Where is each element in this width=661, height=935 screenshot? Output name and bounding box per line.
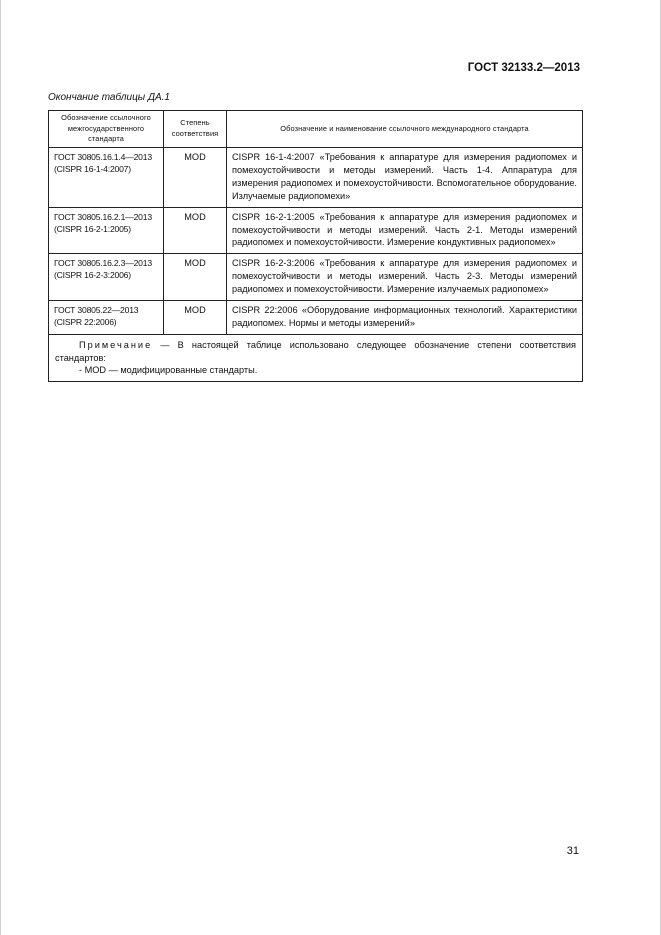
- international-standard-title: CISPR 16-2-3:2006 «Требования к аппаратуре для измерения радиопомех и помехоустойчивости и методы измерений. Часть 2-3. Методы измерений радиопомех и помехоустойчивости. Измерение излучаемых радиопомех»: [227, 254, 583, 301]
- table-row: [49, 300, 583, 334]
- table-note: [49, 334, 583, 382]
- note-text: — В настоящей таблице использовано следующее обозначение степени соответствия стандартов:: [55, 339, 576, 363]
- degree-of-correspondence: MOD: [164, 148, 227, 208]
- degree-of-correspondence: MOD: [164, 207, 227, 254]
- header-international-standard: Обозначение и наименование ссылочного международного стандарта: [227, 111, 583, 148]
- standard-code: ГОСТ 30805.16.2.3—2013 (CISPR 16-2-3:2006): [49, 254, 164, 301]
- header-degree-of-correspondence: Степень соответствия: [164, 111, 227, 148]
- degree-of-correspondence: MOD: [164, 254, 227, 301]
- international-standard-title: CISPR 16-1-4:2007 «Требования к аппаратуре для измерения радиопомех и помехоустойчивости и методы измерений. Часть 1-4. Аппаратура для измерения радиопомех и помехоустойчивости. Вспомогательное оборудование. Излучаемые радиопомехи»: [227, 148, 583, 208]
- table-row: [49, 148, 583, 208]
- standard-code: ГОСТ 30805.16.1.4—2013 (CISPR 16-1-4:2007): [49, 148, 164, 208]
- standard-code: ГОСТ 30805.16.2.1—2013 (CISPR 16-2-1:2005): [49, 207, 164, 254]
- reference-standards-table: [48, 110, 583, 382]
- table-note-row: [49, 334, 583, 382]
- table-caption: Окончание таблицы ДА.1: [48, 92, 170, 103]
- table-row: [49, 254, 583, 301]
- degree-of-correspondence: MOD: [164, 300, 227, 334]
- header-interstate-standard: Обозначение ссылочного межгосударственного стандарта: [49, 111, 164, 148]
- note-item: - MOD — модифицированные стандарты.: [79, 365, 258, 376]
- table-row: [49, 207, 583, 254]
- document-code: ГОСТ 32133.2—2013: [467, 62, 580, 74]
- note-label: Примечание: [79, 339, 153, 350]
- international-standard-title: CISPR 22:2006 «Оборудование информационных технологий. Характеристики радиопомех. Нормы и методы измерений»: [227, 300, 583, 334]
- standard-code: ГОСТ 30805.22—2013 (CISPR 22:2006): [49, 300, 164, 334]
- international-standard-title: CISPR 16-2-1:2005 «Требования к аппаратуре для измерения радиопомех и помехоустойчивости и методы измерений. Часть 2-1. Методы измерений радиопомех и помехоустойчивости. Измерение кондуктивных радиопомех»: [227, 207, 583, 254]
- page-number: 31: [566, 845, 579, 857]
- table-header-row: [49, 111, 583, 148]
